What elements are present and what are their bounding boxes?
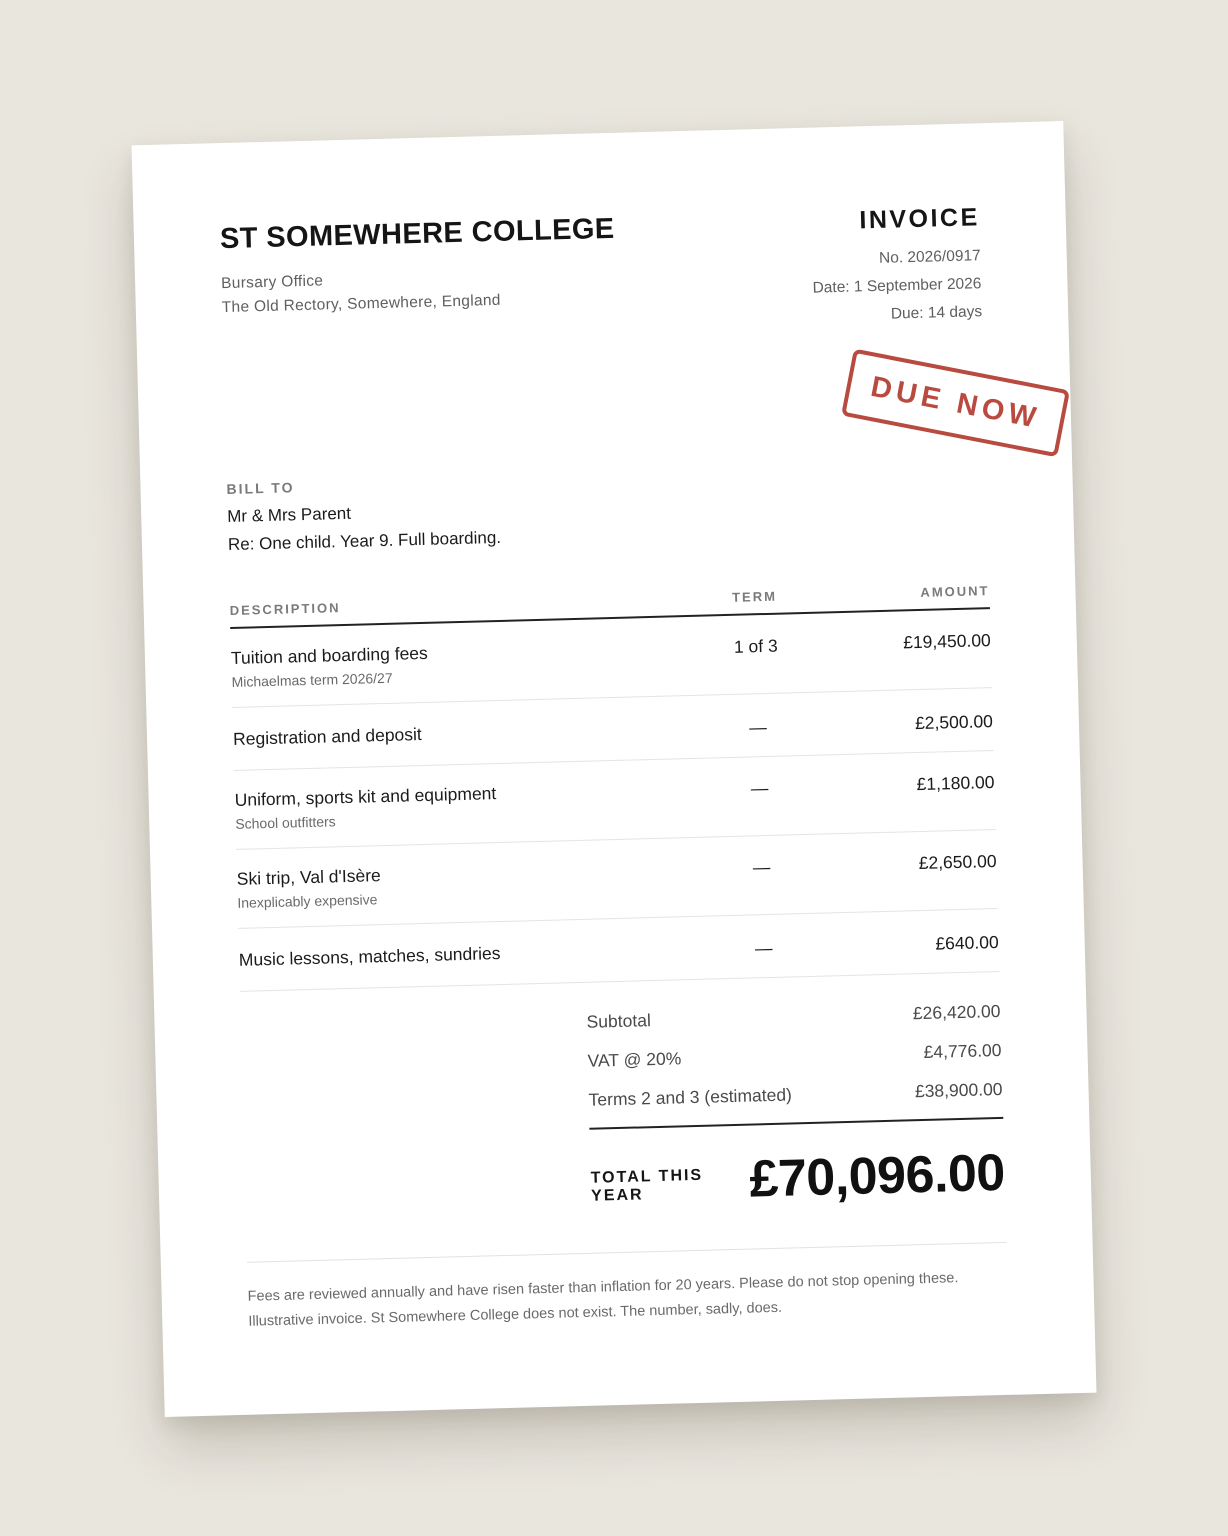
item-title: Ski trip, Val d'Isère <box>236 865 382 889</box>
grand-total-row <box>590 1145 1005 1212</box>
terms-label: Terms 2 and 3 (estimated) <box>588 1084 793 1110</box>
item-amount: £19,450.00 <box>902 630 992 653</box>
grand-total-value: £70,096.00 <box>748 1143 1006 1209</box>
terms-row <box>588 1078 1002 1111</box>
item-subtitle: Michaelmas term 2026/27 <box>231 669 393 690</box>
item-title: Music lessons, matches, sundries <box>238 943 501 970</box>
vat-value: £4,776.00 <box>923 1039 1002 1062</box>
item-term: — <box>752 856 771 878</box>
item-term: — <box>748 716 767 738</box>
header-term: TERM <box>731 588 778 605</box>
bill-to-section <box>226 461 988 559</box>
invoice-due: Due: 14 days <box>890 303 983 323</box>
college-address <box>221 262 617 320</box>
terms-value: £38,900.00 <box>914 1078 1003 1102</box>
item-amount: £2,650.00 <box>918 851 997 874</box>
footer-disclaimer: Illustrative invoice. St Somewhere College does not exist. The number, sadly, does. <box>248 1299 783 1330</box>
college-name: ST SOMEWHERE COLLEGE <box>219 212 615 256</box>
invoice-title: INVOICE <box>859 203 981 235</box>
bursary-office: Bursary Office <box>220 272 324 293</box>
college-address-line: The Old Rectory, Somewhere, England <box>221 291 501 317</box>
item-term: — <box>754 937 773 959</box>
invoice-date: Date: 1 September 2026 <box>812 275 982 297</box>
line-items-table <box>230 583 1000 992</box>
item-subtitle: Inexplicably expensive <box>237 891 378 911</box>
invoice-paper <box>132 121 1097 1417</box>
item-subtitle: School outfitters <box>235 813 336 832</box>
item-amount: £2,500.00 <box>914 711 994 734</box>
header-amount: AMOUNT <box>920 583 990 600</box>
grand-total-label: TOTAL THIS YEAR <box>590 1166 704 1205</box>
item-amount: £640.00 <box>935 931 999 954</box>
subtotal-label: Subtotal <box>586 1010 652 1032</box>
totals-divider <box>589 1117 1003 1130</box>
item-title: Tuition and boarding fees <box>230 642 429 668</box>
header-description: DESCRIPTION <box>229 600 341 619</box>
invoice-number: No. 2026/0917 <box>878 247 981 267</box>
bill-to-name: Mr & Mrs Parent <box>227 503 352 527</box>
item-title: Uniform, sports kit and equipment <box>234 783 497 810</box>
stamp-text: DUE NOW <box>868 370 1043 435</box>
due-now-stamp <box>841 349 1070 458</box>
totals-section <box>586 1000 1005 1212</box>
college-brand <box>220 213 617 320</box>
bill-to-label: BILL TO <box>226 479 295 498</box>
item-title: Registration and deposit <box>232 724 423 749</box>
item-term: 1 of 3 <box>733 635 778 657</box>
subtotal-value: £26,420.00 <box>912 1000 1001 1024</box>
subtotal-row <box>586 1000 1000 1033</box>
item-term: — <box>750 777 769 799</box>
bill-to-reference: Re: One child. Year 9. Full boarding. <box>227 527 502 555</box>
footer-note: Fees are reviewed annually and have risen faster than inflation for 20 years. Please do not stop opening these. <box>247 1270 959 1305</box>
vat-label: VAT @ 20% <box>587 1048 682 1071</box>
invoice-footer <box>247 1242 1009 1335</box>
vat-row <box>587 1039 1001 1072</box>
invoice-meta <box>810 203 982 330</box>
item-amount: £1,180.00 <box>916 772 995 795</box>
invoice-header <box>220 203 983 343</box>
